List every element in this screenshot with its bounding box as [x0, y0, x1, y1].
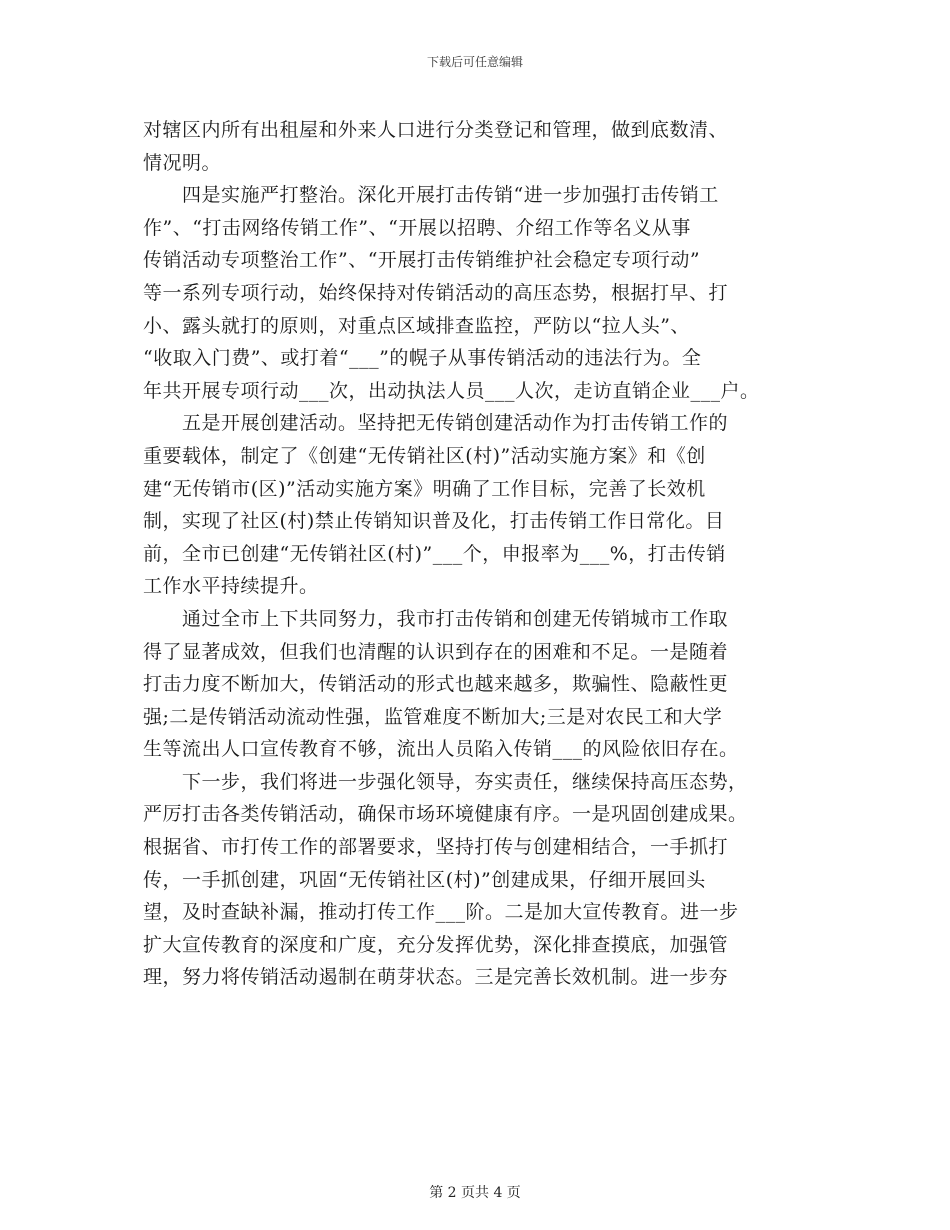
- text-line: 年共开展专项行动___次，出动执法人员___人次，走访直销企业___户。: [143, 379, 760, 402]
- text-line: 传销活动专项整治工作”、“开展打击传销维护社会稳定专项行动”: [143, 249, 701, 272]
- text-line: 四是实施严打整治。深化开展打击传销“进一步加强打击传销工: [143, 184, 719, 207]
- text-line: 理，努力将传销活动遏制在萌芽状态。三是完善长效机制。进一步夯: [143, 966, 729, 989]
- text-line: 生等流出人口宣传教育不够，流出人员陷入传销___的风险依旧存在。: [143, 738, 739, 761]
- text-line: 五是开展创建活动。坚持把无传销创建活动作为打击传销工作的: [143, 412, 729, 435]
- text-line: 前，全市已创建“无传销社区(村)”___个，申报率为___%，打击传销: [143, 542, 726, 565]
- text-line: “收取入门费”、或打着“___”的幌子从事传销活动的违法行为。全: [143, 347, 702, 370]
- text-line: 制，实现了社区(村)禁止传销知识普及化，打击传销工作日常化。目: [143, 510, 725, 533]
- text-line: 对辖区内所有出租屋和外来人口进行分类登记和管理，做到底数清、: [143, 119, 729, 141]
- text-line: 下一步，我们将进一步强化领导，夯实责任，继续保持高压态势，: [143, 770, 748, 793]
- text-line: 传，一手抓创建，巩固“无传销社区(村)”创建成果，仔细开展回头: [143, 868, 706, 891]
- text-line: 作”、“打击网络传销工作”、“开展以招聘、介绍工作等名义从事: [143, 216, 691, 239]
- text-line: 根据省、市打传工作的部署要求，坚持打传与创建相结合，一手抓打: [143, 836, 729, 859]
- text-line: 等一系列专项行动，始终保持对传销活动的高压态势，根据打早、打: [143, 281, 729, 304]
- text-line: 建“无传销市(区)”活动实施方案》明确了工作目标，完善了长效机: [143, 477, 706, 500]
- text-line: 强;二是传销活动流动性强，监管难度不断加大;三是对农民工和大学: [143, 705, 723, 728]
- text-line: 望，及时查缺补漏，推动打传工作___阶。二是加大宣传教育。进一步: [143, 901, 739, 924]
- text-line: 情况明。: [143, 151, 222, 174]
- page-header: 下载后可任意编辑: [426, 55, 523, 69]
- text-line: 小、露头就打的原则，对重点区域排查监控，严防以“拉人头”、: [143, 314, 690, 337]
- text-line: 得了显著成效，但我们也清醒的认识到存在的困难和不足。一是随着: [143, 640, 729, 663]
- text-line: 打击力度不断加大，传销活动的形式也越来越多，欺骗性、隐蔽性更: [143, 673, 729, 696]
- text-line: 工作水平持续提升。: [143, 575, 319, 598]
- text-line: 扩大宣传教育的深度和广度，充分发挥优势，深化排查摸底，加强管: [143, 933, 729, 956]
- document-body: [143, 114, 823, 994]
- text-line: 通过全市上下共同努力，我市打击传销和创建无传销城市工作取: [143, 607, 729, 630]
- text-line: 严厉打击各类传销活动，确保市场环境健康有序。一是巩固创建成果。: [143, 803, 748, 826]
- page-footer: 第 2 页共 4 页: [429, 1185, 521, 1201]
- text-line: 重要载体，制定了《创建“无传销社区(村)”活动实施方案》和《创: [143, 444, 706, 467]
